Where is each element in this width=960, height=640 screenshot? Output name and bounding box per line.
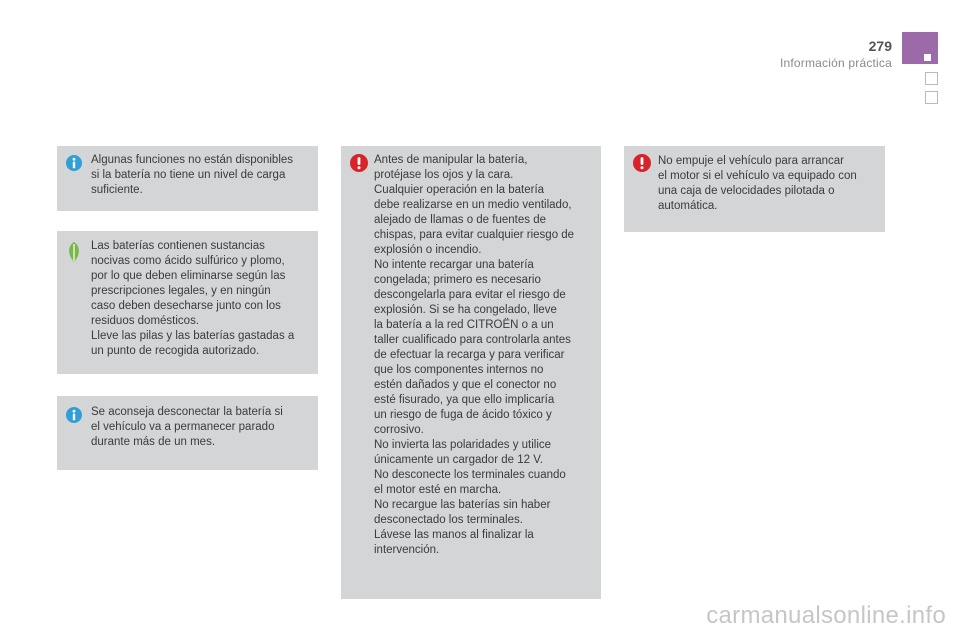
warning-note-box [341,146,601,599]
info-icon [66,407,82,423]
info-icon [66,155,82,171]
info-note-box [57,146,318,211]
info-note-text: Algunas funciones no están disponibles si la batería no tiene un nivel de carga suficiente. [91,154,294,196]
tab-marker-icon [924,54,931,61]
warning-note-text: No empuje el vehículo para arrancar el motor si el vehículo va equipado con una caja de velocidades pilotada o automática. [658,155,857,212]
chapter-tab[interactable] [925,72,938,85]
section-title: Información práctica [779,56,892,70]
watermark: carmanualsonline.info [706,602,946,629]
chapter-tab[interactable] [925,91,938,104]
chapter-tab-active[interactable] [902,32,938,64]
warning-icon [350,154,368,172]
eco-note-text: Las baterías contienen sustancias nocivas como ácido sulfúrico y plomo, por lo que deben eliminarse según las prescripciones legales, y en ningún caso deben desecharse junto con los residuos domésticos. Lleve las pilas y las baterías gastadas a un punto de recogida autorizado. [91,240,295,357]
warning-note-box [624,146,885,232]
warning-note-text: Antes de manipular la batería, protéjase los ojos y la cara. Cualquier operación en la batería debe realizarse en un medio ventilado, alejado de llamas o de fuentes de chispas, para evitar cualquier riesgo de explosión o incendio. No intente recargar una batería congelada; primero es necesario descongelarla para evitar el riesgo de explosión. Si se ha congelado, lleve la batería a la red CITROËN o a un taller cualificado para controlarla antes de efectuar la recarga y para verificar que los componentes internos no estén dañados y que el conector no esté fisurado, ya que ello implicaría un riesgo de fuga de ácido tóxico y corrosivo. No invierta las polaridades y utilice únicamente un cargador de 12 V. No desconecte los terminales cuando el motor esté en marcha. No recargue las baterías sin haber desconectado los terminales. Lávese las manos al finalizar la intervención. [374,154,575,556]
warning-icon [633,154,651,172]
eco-note-box [57,231,318,374]
info-note-box [57,396,318,470]
leaf-icon [65,241,83,263]
info-note-text: Se aconseja desconectar la batería si el vehículo va a permanecer parado durante más de un mes. [91,406,283,448]
page-number: 279 [868,38,892,54]
